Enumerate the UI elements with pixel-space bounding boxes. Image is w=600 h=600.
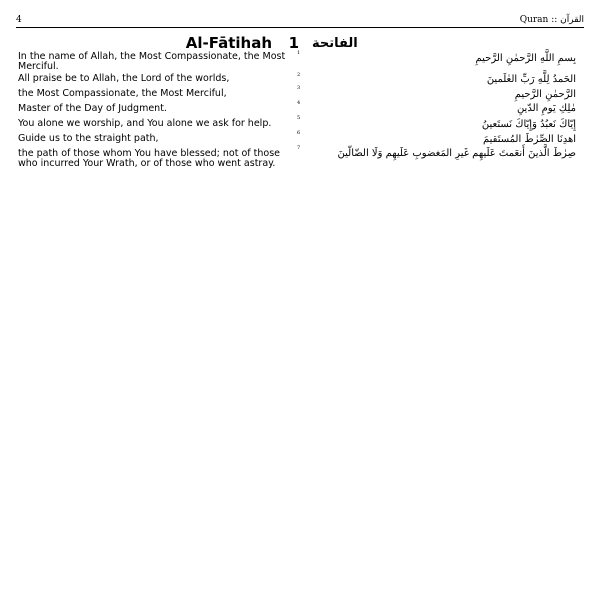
verse-number: 3: [297, 85, 301, 91]
verse-number: 1: [297, 50, 301, 56]
surah-title-arabic: الفاتحة: [312, 36, 358, 51]
verse-english: All praise be to Allah, the Lord of the worlds,: [18, 73, 230, 84]
verse-arabic: مٰلِكِ يَومِ الدّينِ: [516, 103, 576, 114]
surah-number: 1: [288, 34, 299, 52]
verse-arabic: الرَّحمٰنِ الرَّحيمِ: [514, 89, 576, 100]
verse-english: In the name of Allah, the Most Compassionate, the Most Merciful.: [18, 51, 286, 72]
verse-list: [16, 52, 584, 181]
verse-number: 5: [297, 115, 301, 121]
verse-english: Master of the Day of Judgment.: [18, 103, 167, 114]
verse-arabic: اهدِنَا الصِّرٰطَ المُستَقيمَ: [482, 134, 576, 145]
verse-english: Guide us to the straight path,: [18, 133, 159, 144]
verse-arabic: الحَمدُ لِلَّهِ رَبِّ العٰلَمينَ: [486, 74, 576, 85]
verse-english: the path of those whom You have blessed; not of those who incurred Your Wrath, or of those who went astray.: [18, 148, 280, 169]
verse-number: 6: [297, 130, 301, 136]
verse-english: You alone we worship, and You alone we ask for help.: [18, 118, 272, 129]
verse-arabic: بِسمِ اللَّهِ الرَّحمٰنِ الرَّحيمِ: [475, 53, 576, 64]
verse-arabic: إِيّاكَ نَعبُدُ وَإِيّاكَ نَستَعينُ: [481, 119, 576, 130]
running-header: Quran :: القرآن: [519, 15, 584, 25]
verse-number: 4: [297, 100, 301, 106]
verse-row: [16, 147, 584, 181]
surah-title-english: Al-Fātihah: [185, 34, 272, 52]
page-number: 4: [16, 15, 22, 25]
verse-number: 2: [297, 72, 301, 78]
verse-english: the Most Compassionate, the Most Merciful,: [18, 88, 227, 99]
verse-number: 7: [297, 145, 301, 151]
verse-row: [16, 52, 584, 71]
verse-arabic: صِرٰطَ الَّذينَ أَنعَمتَ عَلَيهِم غَيرِ المَغضوبِ عَلَيهِم وَلَا الضّالّينَ: [337, 148, 576, 159]
header-rule: [16, 27, 584, 28]
